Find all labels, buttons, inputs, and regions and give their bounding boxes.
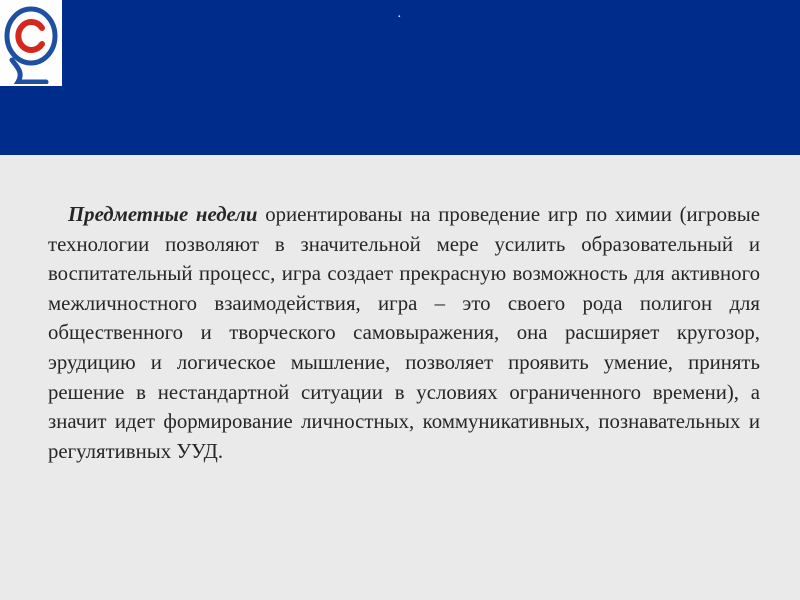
header-bar <box>0 0 800 155</box>
copyright-emblem-icon <box>2 2 60 84</box>
paragraph-body: ориентированы на проведение игр по химии (игровые технологии позволяют в значительной мере усилить образовательный и воспитательный процесс, игра создает прекрасную возможность для активного межличностного взаимодействия, игра – это своего рода полигон для общественного и творческого самовыражения, она расширяет кругозор, эрудицию и логическое мышление, позволяет проявить умение, принять решение в нестандартной ситуации в условиях ограниченного времени), а значит идет формирование личностных, коммуникативных, познавательных и регулятивных УУД. <box>48 203 760 463</box>
lead-phrase: Предметные недели <box>68 203 258 226</box>
logo <box>0 0 62 86</box>
header-dot: · <box>397 10 402 25</box>
slide-paragraph <box>48 200 760 466</box>
